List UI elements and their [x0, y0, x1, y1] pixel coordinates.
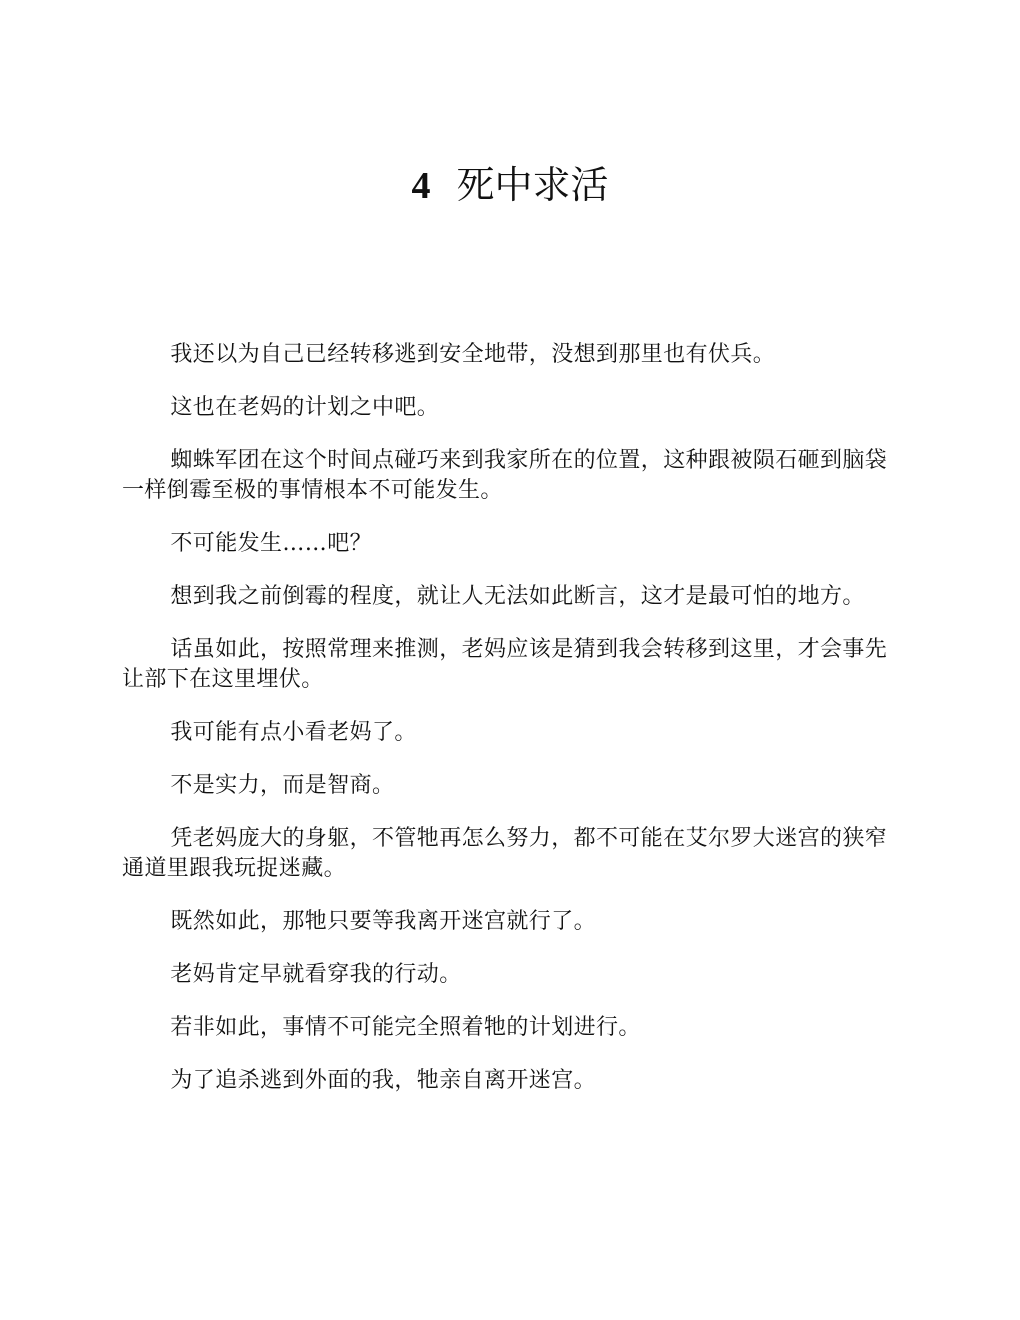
paragraph: 不可能发生……吧？	[170, 531, 372, 556]
chapter-title: 死中求活	[456, 163, 609, 207]
paragraph: 我还以为自己已经转移逃到安全地带，没想到那里也有伏兵。	[170, 342, 776, 367]
paragraph: 若非如此，事情不可能完全照着牠的计划进行。	[170, 1015, 641, 1040]
paragraph: 既然如此，那牠只要等我离开迷宫就行了。	[170, 909, 596, 934]
paragraph: 为了追杀逃到外面的我，牠亲自离开迷宫。	[170, 1068, 596, 1093]
chapter-body	[122, 340, 897, 1119]
paragraph: 想到我之前倒霉的程度，就让人无法如此断言，这才是最可怕的地方。	[170, 584, 865, 609]
paragraph: 凭老妈庞大的身躯，不管牠再怎么努力，都不可能在艾尔罗大迷宫的狭窄通道里跟我玩捉迷藏。	[122, 826, 888, 881]
chapter-number: 4	[411, 165, 431, 207]
paragraph: 话虽如此，按照常理来推测，老妈应该是猜到我会转移到这里，才会事先让部下在这里埋伏。	[122, 637, 888, 692]
paragraph: 老妈肯定早就看穿我的行动。	[170, 962, 462, 987]
paragraph: 这也在老妈的计划之中吧。	[170, 395, 440, 420]
paragraph: 蜘蛛军团在这个时间点碰巧来到我家所在的位置，这种跟被陨石砸到脑袋一样倒霉至极的事情根本不可能发生。	[122, 448, 888, 503]
chapter-heading	[0, 158, 1020, 213]
paragraph: 我可能有点小看老妈了。	[170, 720, 417, 745]
paragraph: 不是实力，而是智商。	[170, 773, 395, 798]
